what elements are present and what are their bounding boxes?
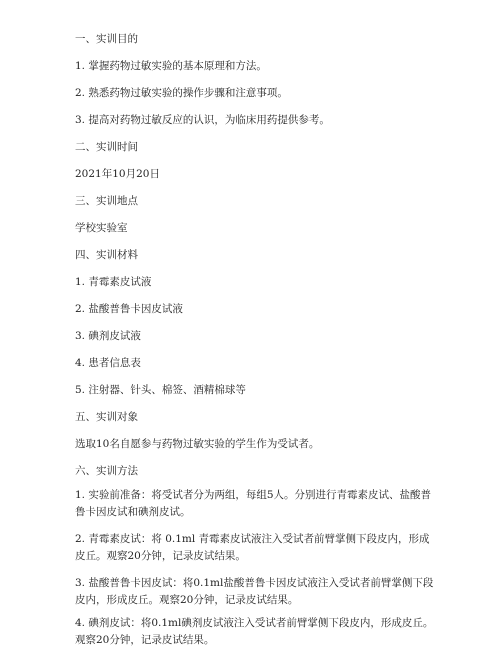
section-heading-subjects: 五、实训对象 <box>75 411 138 423</box>
section-heading-materials: 四、实训材料 <box>75 249 138 261</box>
list-item: 2. 青霉素皮试：将 0.1ml 青霉素皮试液注入受试者前臂掌侧下段皮内，形成皮丘。观察20分钟，记录皮试结果。 <box>75 533 430 562</box>
list-item: 3. 盐酸普鲁卡因皮试：将0.1ml盐酸普鲁卡因皮试液注入受试者前臂掌侧下段皮内，形成皮丘。观察20分钟，记录皮试结果。 <box>75 577 434 606</box>
section-heading-location: 三、实训地点 <box>75 195 138 207</box>
location-text: 学校实验室 <box>75 222 128 234</box>
list-item: 1. 实验前准备：将受试者分为两组，每组5人。分别进行青霉素皮试、盐酸普鲁卡因皮试和碘剂皮试。 <box>75 489 432 518</box>
list-item: 1. 掌握药物过敏实验的基本原理和方法。 <box>75 60 267 72</box>
list-item: 4. 碘剂皮试：将0.1ml碘剂皮试液注入受试者前臂掌侧下段皮内，形成皮丘。观察20分钟，记录皮试结果。 <box>75 617 434 646</box>
list-item: 3. 碘剂皮试液 <box>75 330 141 342</box>
date-text: 2021年10月20日 <box>75 168 160 180</box>
list-item: 1. 青霉素皮试液 <box>75 276 152 288</box>
section-heading-methods: 六、实训方法 <box>75 465 138 477</box>
list-item: 4. 患者信息表 <box>75 357 141 369</box>
section-heading-time: 二、实训时间 <box>75 141 138 153</box>
list-item: 5. 注射器、针头、棉签、酒精棉球等 <box>75 384 246 396</box>
list-item: 2. 盐酸普鲁卡因皮试液 <box>75 303 183 315</box>
list-item: 2. 熟悉药物过敏实验的操作步骤和注意事项。 <box>75 87 288 99</box>
subjects-text: 选取10名自愿参与药物过敏实验的学生作为受试者。 <box>75 438 320 450</box>
section-heading-purpose: 一、实训目的 <box>75 33 138 45</box>
list-item: 3. 提高对药物过敏反应的认识，为临床用药提供参考。 <box>75 114 330 126</box>
